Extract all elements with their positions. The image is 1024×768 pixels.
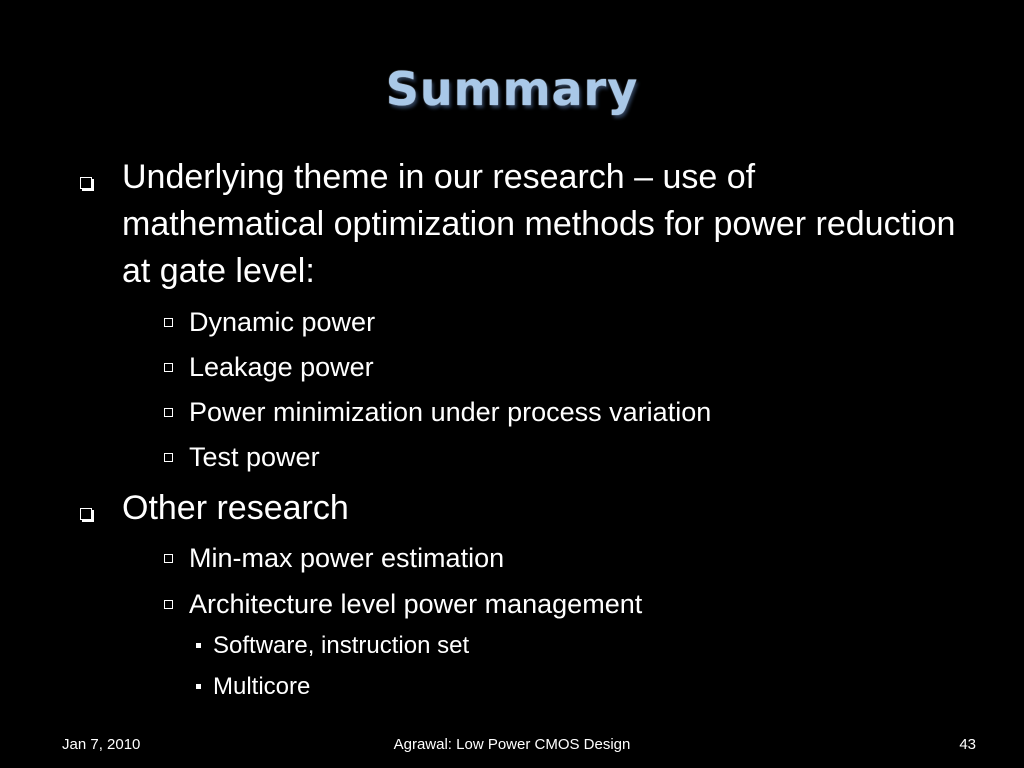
small-square-bullet-icon bbox=[164, 453, 173, 462]
bullet-other-research: Other research bbox=[122, 489, 349, 527]
sub-bullet-leakage-power: Leakage power bbox=[189, 352, 374, 382]
sub-sub-bullet-software: Software, instruction set bbox=[213, 632, 470, 659]
footer-date: Jan 7, 2010 bbox=[62, 736, 141, 753]
sub-bullet-process-variation: Power minimization under process variation bbox=[189, 397, 712, 427]
tiny-square-bullet-icon bbox=[196, 643, 201, 648]
small-square-bullet-icon bbox=[164, 318, 173, 327]
small-square-bullet-icon bbox=[164, 363, 173, 372]
footer-title: Agrawal: Low Power CMOS Design bbox=[393, 736, 631, 753]
sub-sub-bullet-multicore: Multicore bbox=[213, 673, 311, 700]
square-bullet-icon bbox=[80, 508, 92, 520]
tiny-square-bullet-icon bbox=[196, 684, 201, 689]
sub-bullet-min-max: Min-max power estimation bbox=[189, 543, 505, 573]
slide-number: 43 bbox=[959, 736, 976, 753]
square-bullet-icon bbox=[80, 177, 92, 189]
sub-bullet-dynamic-power: Dynamic power bbox=[189, 307, 376, 337]
small-square-bullet-icon bbox=[164, 600, 173, 609]
small-square-bullet-icon bbox=[164, 408, 173, 417]
bullet-theme: Underlying theme in our research – use of mathematical optimization methods for power reduction at gate level: bbox=[122, 158, 956, 290]
sub-bullet-test-power: Test power bbox=[189, 442, 320, 472]
sub-bullet-architecture: Architecture level power management bbox=[189, 589, 643, 619]
slide-title: Summary bbox=[385, 62, 639, 116]
small-square-bullet-icon bbox=[164, 554, 173, 563]
